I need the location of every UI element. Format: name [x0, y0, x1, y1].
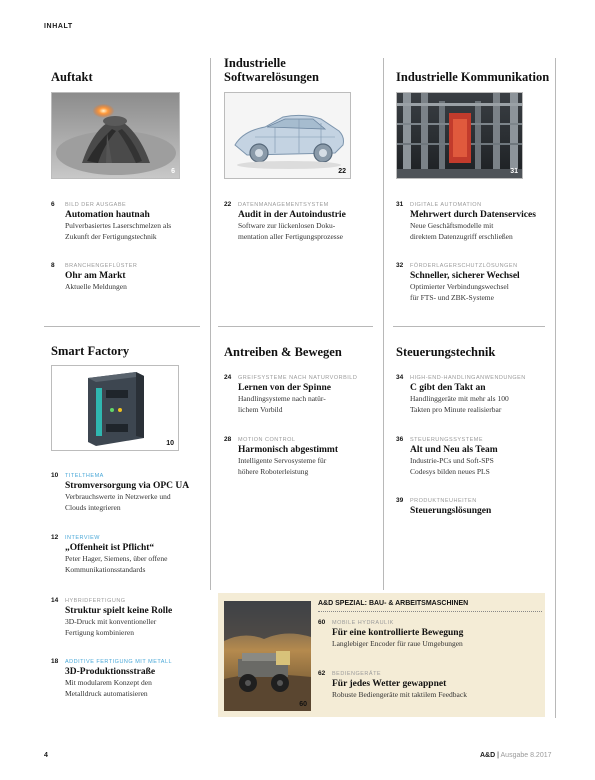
- turbine-photo[interactable]: [51, 92, 180, 179]
- warehouse-illustration: [397, 93, 523, 179]
- toc-title: „Offenheit ist Pflicht“: [65, 543, 155, 553]
- footer-issue-line: [480, 752, 552, 759]
- toc-entry[interactable]: [396, 497, 551, 517]
- toc-description: Industrie-PCs und Soft-SPS Codesys bilden neues PLS: [410, 456, 494, 476]
- footer-issue: Ausgabe 8.2017: [500, 752, 552, 759]
- toc-page-number: 14: [51, 597, 59, 604]
- toc-entry[interactable]: [224, 201, 379, 242]
- running-head: INHALT: [44, 23, 73, 30]
- toc-description: Langlebiger Encoder für raue Umgebungen: [332, 639, 463, 648]
- toc-description: Optimierter Verbindungswechsel für FTS- und ZBK-Systeme: [410, 282, 509, 302]
- toc-description: Pulverbasiertes Laserschmelzen als Zukunft der Fertigungstechnik: [65, 221, 172, 241]
- image-page-number: 10: [166, 440, 174, 447]
- footer-page-number: 4: [44, 752, 48, 759]
- toc-kicker: ADDITIVE FERTIGUNG MIT METALL: [65, 659, 173, 665]
- image-page-number: 60: [299, 701, 307, 708]
- section-title-auftakt: Auftakt: [51, 70, 93, 84]
- toc-entry[interactable]: [51, 201, 206, 242]
- toc-kicker: HYBRIDFERTIGUNG: [65, 598, 126, 604]
- image-page-number: 6: [171, 168, 175, 175]
- toc-page-number: 22: [224, 201, 232, 208]
- toc-page-number: 8: [51, 262, 55, 269]
- toc-description: Intelligente Servosysteme für höhere Roboterleistung: [238, 456, 327, 476]
- toc-entry[interactable]: [51, 597, 206, 638]
- toc-kicker: PRODUKTNEUHEITEN: [410, 498, 477, 504]
- section-title-smart-factory: Smart Factory: [51, 344, 130, 358]
- toc-kicker: BILD DER AUSGABE: [65, 202, 127, 208]
- toc-kicker: STEUERUNGSSYSTEME: [410, 437, 483, 443]
- toc-title: Alt und Neu als Team: [410, 445, 498, 455]
- toc-kicker: BRANCHENGEFLÜSTER: [65, 263, 138, 269]
- toc-page-number: 62: [318, 670, 326, 677]
- toc-entry[interactable]: [51, 534, 206, 575]
- column-divider: [383, 58, 384, 590]
- toc-entry[interactable]: [396, 374, 551, 415]
- special-section-rule: [318, 611, 542, 612]
- toc-page-number: 10: [51, 472, 59, 479]
- toc-description: Software zur lückenlosen Doku- mentation aller Fertigungsprozesse: [238, 221, 343, 241]
- toc-kicker: DIGITALE AUTOMATION: [410, 202, 482, 208]
- toc-title: Struktur spielt keine Rolle: [65, 606, 173, 616]
- toc-entry[interactable]: [396, 436, 551, 477]
- toc-page-number: 24: [224, 374, 232, 381]
- toc-entry[interactable]: [51, 658, 206, 699]
- toc-page-number: 31: [396, 201, 404, 208]
- mining-truck-illustration: [224, 601, 311, 711]
- section-title-kommunikation: Industrielle Kommunikation: [396, 70, 550, 84]
- section-divider: [218, 326, 373, 327]
- toc-title: Mehrwert durch Datenservices: [410, 210, 536, 220]
- toc-title: Lernen von der Spinne: [238, 383, 331, 393]
- column-divider: [210, 58, 211, 590]
- toc-title: Für eine kontrollierte Bewegung: [332, 628, 464, 638]
- image-page-number: 31: [510, 168, 518, 175]
- toc-entry[interactable]: [396, 201, 551, 242]
- car-illustration: [225, 93, 351, 179]
- toc-kicker: TITELTHEMA: [65, 473, 104, 479]
- column-divider: [555, 58, 556, 718]
- warehouse-photo[interactable]: [396, 92, 523, 179]
- toc-kicker: HIGH-END-HANDLINGANWENDUNGEN: [410, 375, 526, 381]
- toc-kicker: MOTION CONTROL: [238, 437, 296, 443]
- toc-description: Verbrauchswerte in Netzwerke und Clouds integrieren: [65, 492, 171, 512]
- mining-truck-photo[interactable]: [224, 601, 311, 711]
- toc-page-number: 39: [396, 497, 404, 504]
- turbine-illustration: [52, 93, 180, 179]
- toc-title: Für jedes Wetter gewappnet: [332, 679, 447, 689]
- section-title-antreiben: Antreiben & Bewegen: [224, 345, 342, 359]
- toc-title: Stromversorgung via OPC UA: [65, 481, 190, 491]
- toc-description: Neue Geschäftsmodelle mit direktem Datenzugriff erschließen: [410, 221, 513, 241]
- toc-kicker: DATENMANAGEMENTSYSTEM: [238, 202, 329, 208]
- toc-description: Handlingsysteme nach natür- lichem Vorbild: [238, 394, 326, 414]
- toc-page-number: 34: [396, 374, 404, 381]
- car-photo[interactable]: [224, 92, 351, 179]
- section-divider: [393, 326, 545, 327]
- toc-title: Audit in der Autoindustrie: [238, 210, 346, 220]
- toc-entry[interactable]: [224, 436, 379, 477]
- toc-page-number: 28: [224, 436, 232, 443]
- toc-title: C gibt den Takt an: [410, 383, 486, 393]
- toc-page-number: 12: [51, 534, 59, 541]
- toc-page-number: 36: [396, 436, 404, 443]
- section-title-software: Industrielle Softwarelösungen: [224, 56, 319, 84]
- toc-entry[interactable]: [224, 374, 379, 415]
- toc-description: Robuste Bediengeräte mit taktilem Feedback: [332, 690, 467, 699]
- image-page-number: 22: [338, 168, 346, 175]
- section-title-steuerung: Steuerungstechnik: [396, 345, 496, 359]
- toc-title: 3D-Produktionsstraße: [65, 667, 156, 677]
- toc-description: Peter Hager, Siemens, über offene Kommunikationsstandards: [65, 554, 168, 574]
- toc-description: 3D-Druck mit konventioneller Fertigung kombinieren: [65, 617, 157, 637]
- toc-kicker: GREIFSYSTEME NACH NATURVORBILD: [238, 375, 358, 381]
- toc-entry[interactable]: [51, 472, 206, 513]
- toc-kicker: FÖRDERLAGERSCHUTZLÖSUNGEN: [410, 263, 518, 269]
- special-section-header: A&D SPEZIAL: BAU- & ARBEITSMASCHINEN: [318, 600, 469, 607]
- toc-title: Steuerungslösungen: [410, 506, 492, 516]
- toc-page-number: 60: [318, 619, 326, 626]
- toc-title: Harmonisch abgestimmt: [238, 445, 339, 455]
- toc-entry[interactable]: [51, 262, 206, 293]
- power-supply-photo[interactable]: [51, 365, 179, 451]
- toc-kicker: MOBILE HYDRAULIK: [332, 620, 394, 626]
- toc-title: Ohr am Markt: [65, 271, 126, 281]
- power-supply-illustration: [52, 366, 179, 451]
- toc-title: Automation hautnah: [65, 210, 150, 220]
- toc-description: Handlinggeräte mit mehr als 100 Takten pro Minute realisierbar: [410, 394, 509, 414]
- toc-entry[interactable]: [318, 670, 543, 701]
- footer-separator: |: [497, 752, 499, 759]
- toc-kicker: BEDIENGERÄTE: [332, 671, 382, 677]
- footer-brand: A&D: [480, 752, 496, 759]
- toc-title: Schneller, sicherer Wechsel: [410, 271, 520, 281]
- toc-kicker: INTERVIEW: [65, 535, 100, 541]
- toc-description: Mit modularem Konzept den Metalldruck automatisieren: [65, 678, 152, 698]
- toc-page-number: 6: [51, 201, 55, 208]
- toc-page-number: 18: [51, 658, 59, 665]
- toc-entry[interactable]: [318, 619, 543, 650]
- toc-entry[interactable]: [396, 262, 551, 303]
- section-divider: [44, 326, 200, 327]
- toc-description: Aktuelle Meldungen: [65, 282, 127, 291]
- toc-page-number: 32: [396, 262, 404, 269]
